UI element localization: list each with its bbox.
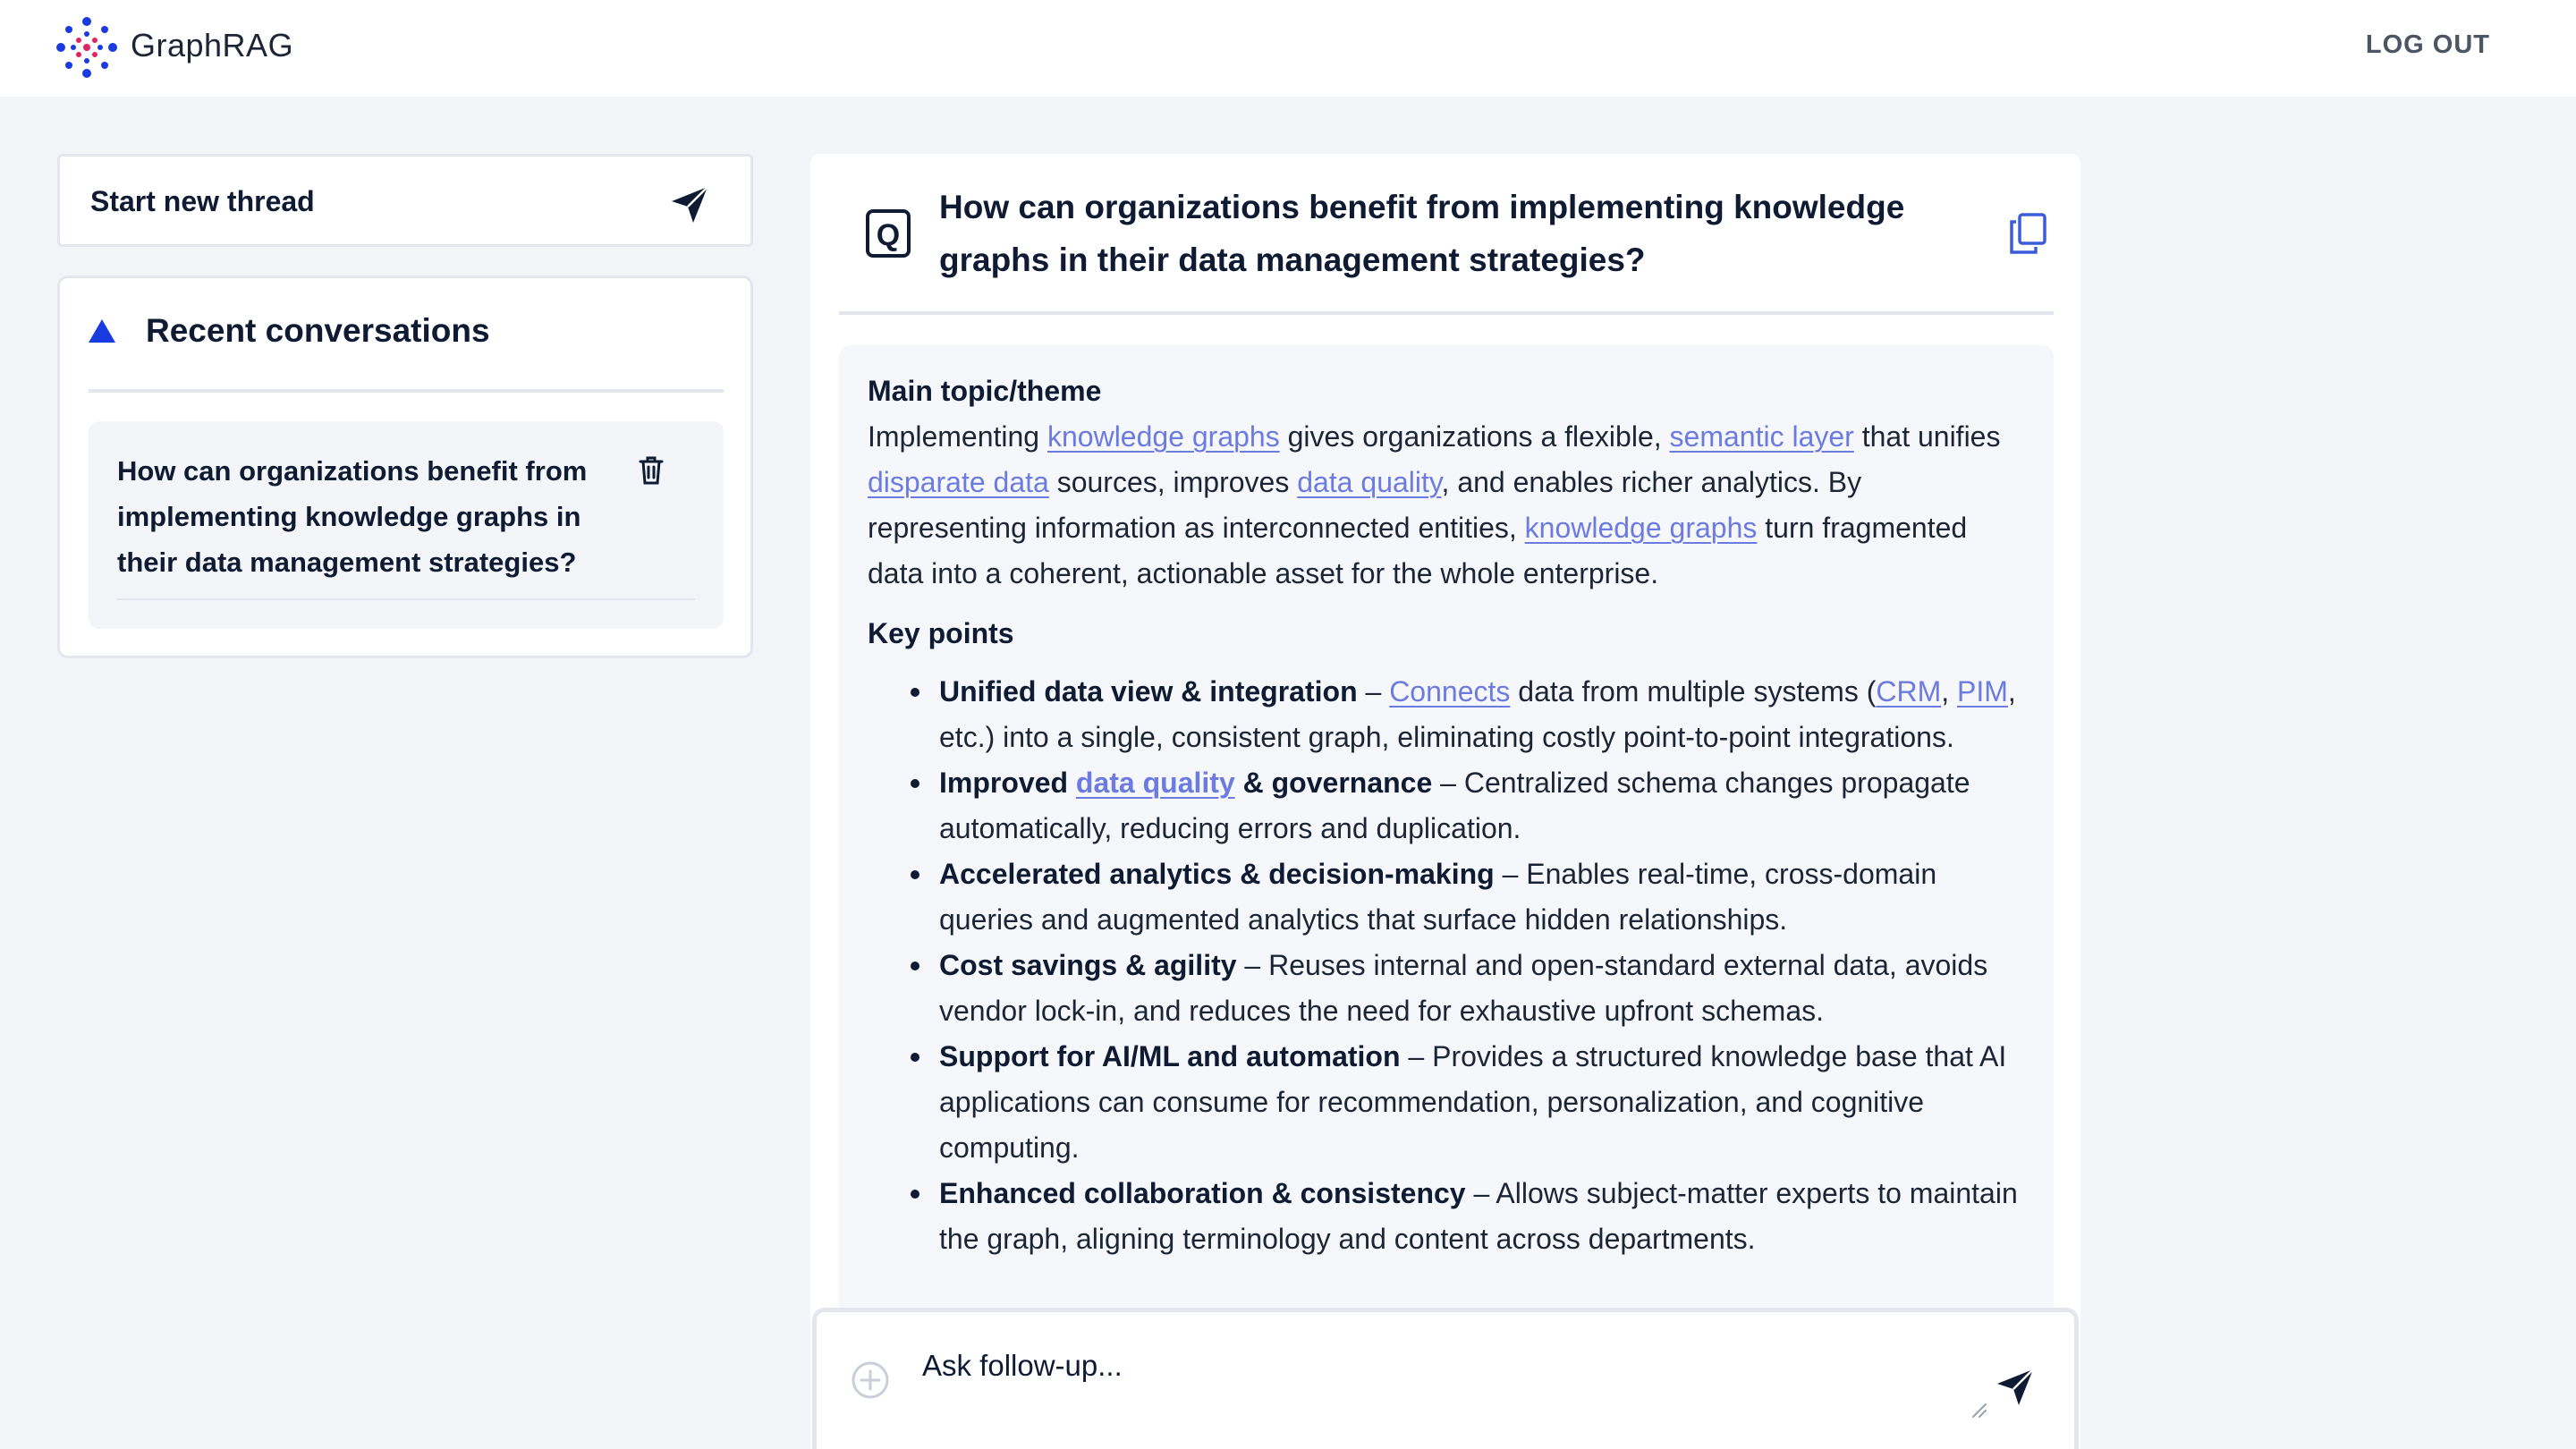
start-new-thread-button[interactable] [57, 154, 753, 247]
link-connects[interactable]: Connects [1389, 675, 1511, 708]
svg-text:Q: Q [876, 218, 901, 252]
topic-heading: Main topic/theme [868, 375, 1102, 407]
list-item: Support for AI/ML and automation – Provides a structured knowledge base that AI applications can consume for recommendation, personalization, and cognitive computing. [911, 1034, 2025, 1171]
start-new-thread-label: Start new thread [90, 185, 315, 217]
resize-handle-icon[interactable] [1970, 1402, 1987, 1418]
topic-paragraph: Implementing knowledge graphs gives organizations a flexible, semantic layer that unifies disparate data sources, improves data quality, and enables richer analytics. By representing information as interconnected entities, knowledge graphs turn fragmented data into a coherent, actionable asset for the whole enterprise. [868, 420, 2001, 589]
key-points-heading: Key points [868, 617, 1014, 649]
recent-conversations-title: Recent conversations [146, 312, 490, 349]
answer-card [839, 345, 2054, 1449]
link-disparate-data[interactable]: disparate data [868, 466, 1049, 498]
copy-icon[interactable] [2009, 213, 2046, 254]
list-item: Improved data quality & governance – Centralized schema changes propagate automatically, reducing errors and duplication. [911, 760, 2025, 852]
list-item: Unified data view & integration – Connects data from multiple systems (CRM, PIM, etc.) into a single, consistent graph, eliminating costly point-to-point integrations. [911, 669, 2025, 760]
conversation-panel [810, 154, 2080, 1449]
list-item: Accelerated analytics & decision-making – Enables real-time, cross-domain queries and augmented analytics that surface hidden relationships. [911, 852, 2025, 943]
brand-name: GraphRAG [131, 27, 294, 64]
link-data-quality[interactable]: data quality [1297, 466, 1442, 498]
send-icon [668, 183, 711, 226]
divider [839, 311, 2054, 315]
link-semantic-layer[interactable]: semantic layer [1669, 420, 1854, 453]
followup-composer [812, 1308, 2079, 1449]
conversation-item[interactable] [89, 421, 724, 629]
link-knowledge-graphs-2[interactable]: knowledge graphs [1524, 512, 1758, 544]
link-knowledge-graphs[interactable]: knowledge graphs [1046, 420, 1280, 453]
divider [117, 598, 695, 600]
send-followup-icon[interactable] [1994, 1366, 2037, 1409]
graphrag-logo-icon [55, 16, 118, 79]
question-text: How can organizations benefit from implementing knowledge graphs in their data management strategies? [939, 189, 1905, 278]
logout-button[interactable]: LOG OUT [2365, 30, 2490, 59]
add-attachment-icon[interactable] [851, 1360, 890, 1400]
divider [89, 389, 724, 393]
conversation-title[interactable]: How can organizations benefit from implementing knowledge graphs in their data management strategies? [117, 455, 588, 578]
trash-icon[interactable] [638, 455, 665, 486]
list-item: Enhanced collaboration & consistency – Allows subject-matter experts to maintain the graph, aligning terminology and content across departments. [911, 1171, 2025, 1262]
question-icon [866, 209, 911, 258]
top-header [0, 0, 2576, 97]
link-data-quality-2[interactable]: data quality [1075, 767, 1235, 799]
link-crm[interactable]: CRM [1876, 675, 1942, 708]
key-points-list [868, 669, 2025, 1262]
list-item: Cost savings & agility – Reuses internal and open-standard external data, avoids vendor lock-in, and reduces the need for exhaustive upfront schemas. [911, 943, 2025, 1034]
followup-input[interactable] [922, 1341, 1852, 1391]
recent-conversations-panel [57, 275, 753, 658]
collapse-triangle-icon[interactable] [89, 319, 115, 343]
link-pim[interactable]: PIM [1957, 675, 2008, 708]
